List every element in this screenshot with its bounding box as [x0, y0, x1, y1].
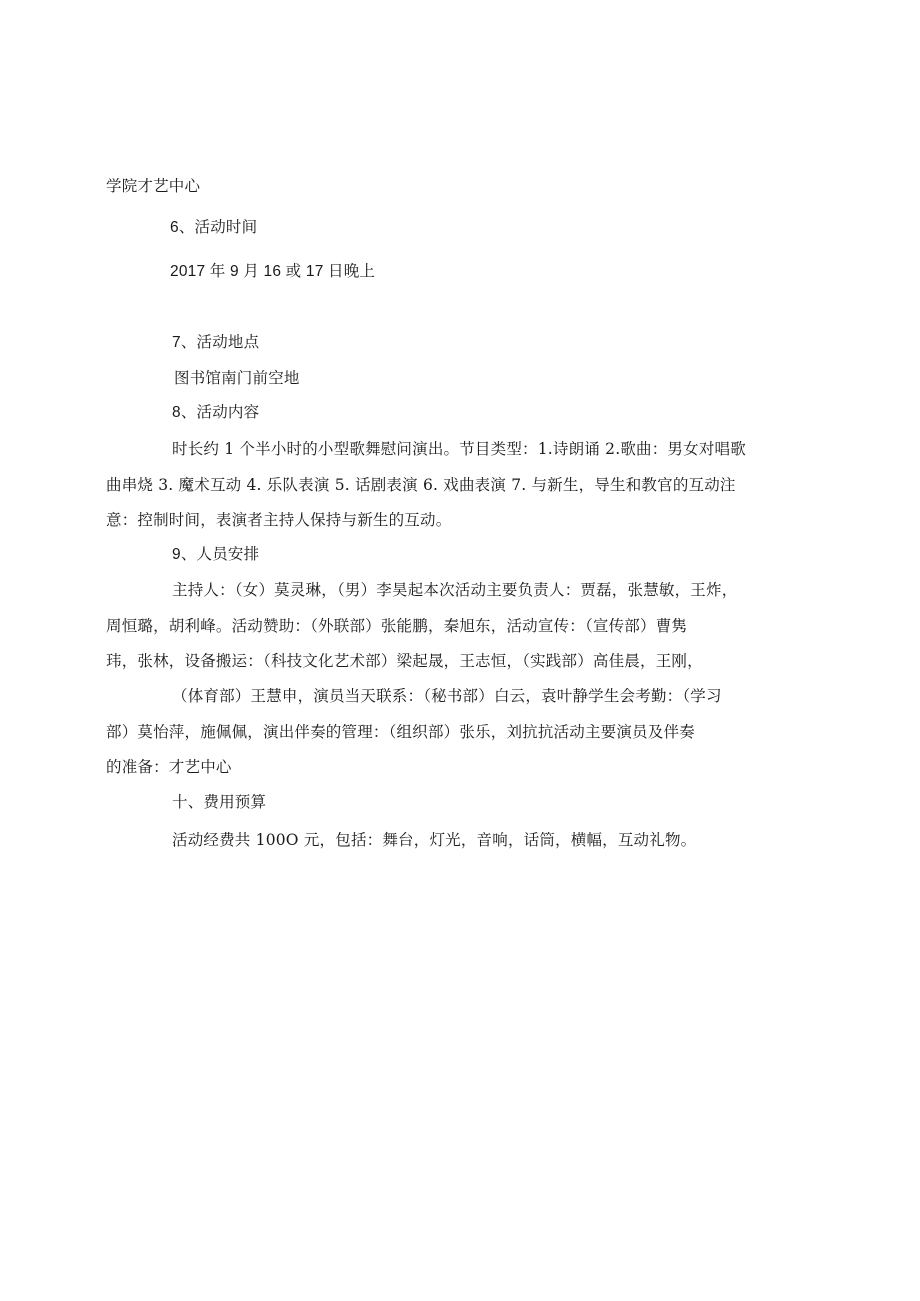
intro-line: 学院才艺中心 — [106, 177, 201, 195]
staff-paragraph-line: 的准备：才艺中心 — [106, 758, 232, 776]
section-content-paragraph-line: 时长约 1 个半小时的小型歌舞慰问演出。节目类型：1.诗朗诵 2.歌曲：男女对唱歌 — [172, 440, 746, 458]
section-heading-content: 8、活动内容 — [172, 404, 260, 421]
staff-paragraph-line: 主持人：（女）莫灵琳，（男）李昊起本次活动主要负责人：贾磊，张慧敏，王炸， — [172, 581, 738, 599]
section-heading-staff: 9、人员安排 — [172, 546, 260, 563]
section-content-budget: 活动经费共 100O 元，包括：舞台，灯光，音响，话筒，横幅，互动礼物。 — [172, 831, 697, 849]
staff-paragraph-line: 周恒璐，胡利峰。活动赞助：（外联部）张能鹏，秦旭东，活动宣传：（宣传部）曹隽 — [106, 617, 688, 635]
section-heading-budget: 十、费用预算 — [172, 793, 267, 811]
section-content-paragraph-line: 曲串烧 3. 魔术互动 4. 乐队表演 5. 话剧表演 6. 戏曲表演 7. 与新生，导生和教官的互动注 — [106, 476, 736, 494]
section-heading-time: 6、活动时间 — [170, 219, 258, 236]
section-content-paragraph-line: 意：控制时间，表演者主持人保持与新生的互动。 — [106, 511, 452, 529]
staff-paragraph-line: 部）莫怡萍，施佩佩，演出伴奏的管理：（组织部）张乐，刘抗抗活动主要演员及伴奏 — [106, 723, 695, 741]
section-heading-location: 7、活动地点 — [172, 334, 260, 351]
staff-paragraph-line: 玮，张林，设备搬运：（科技文化艺术部）梁起晟，王志恒，（实践部）高佳晨，王刚， — [106, 652, 703, 670]
section-content-location: 图书馆南门前空地 — [174, 369, 300, 387]
staff-paragraph-line: （体育部）王慧申，演员当天联系：（秘书部）白云，袁叶静学生会考勤：（学习 — [172, 687, 722, 705]
section-content-time: 2017 年 9 月 16 或 17 日晚上 — [170, 263, 376, 280]
